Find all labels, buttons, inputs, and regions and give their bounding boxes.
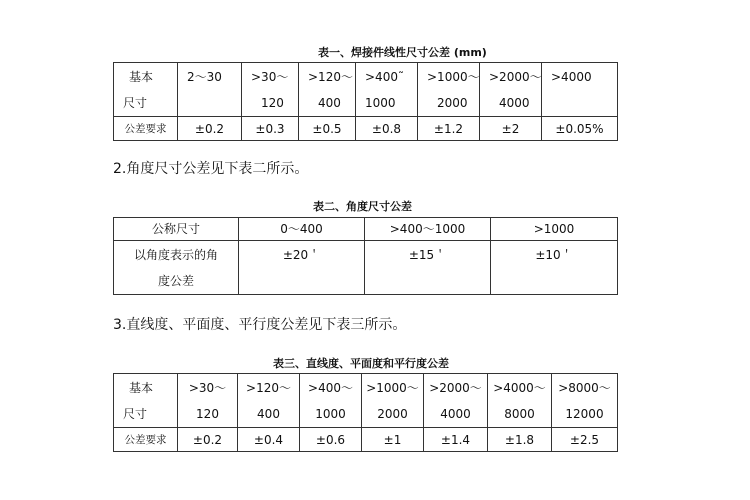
table2-range: 0～400 [239, 218, 365, 241]
table1-range-line2: 400 [318, 96, 341, 110]
table3-tolerance-label: 公差要求 [114, 428, 178, 452]
table2-header-label: 公称尺寸 [114, 218, 239, 241]
table1-range-line2: 120 [261, 96, 284, 110]
table1-caption: 表一、焊接件线性尺寸公差 (mm) [318, 46, 487, 59]
table1-tolerance-value: ±1.2 [418, 117, 480, 141]
table1-range-line2: 1000 [365, 96, 396, 110]
paragraph-angle-tolerance: 2.角度尺寸公差见下表二所示。 [113, 161, 309, 177]
table1-range-cell [356, 63, 418, 117]
table1-range-cell [178, 63, 242, 117]
table3-range-line1: >2000～ [429, 381, 482, 395]
table3-range-cell [362, 374, 424, 428]
table3-straightness-tolerance [113, 373, 618, 452]
table3-range-line2: 400 [257, 407, 280, 421]
table1-range-line1: >4000 [551, 70, 592, 84]
table1-range-line1: >30～ [251, 70, 289, 84]
table3-tolerance-value: ±2.5 [552, 428, 618, 452]
table3-range-cell [238, 374, 300, 428]
table3-range-cell [178, 374, 238, 428]
table2-angle-value: ±10＇ [491, 241, 618, 295]
table3-tolerance-value: ±1.4 [424, 428, 488, 452]
table3-tolerance-value: ±1 [362, 428, 424, 452]
table2-value-label [114, 241, 239, 295]
table1-range-line1: >1000～ [427, 70, 480, 84]
table1-range-cell [480, 63, 542, 117]
table3-header-label-line1: 基本 [129, 381, 154, 395]
table3-tolerance-value: ±0.4 [238, 428, 300, 452]
table3-range-cell [488, 374, 552, 428]
table1-header-label-line2: 尺寸 [123, 96, 148, 110]
table1-tolerance-label: 公差要求 [114, 117, 178, 141]
table1-tolerance-value: ±2 [480, 117, 542, 141]
table2-angle-value: ±15＇ [365, 241, 491, 295]
paragraph-flatness-tolerance: 3.直线度、平面度、平行度公差见下表三所示。 [113, 317, 407, 333]
table3-range-cell [300, 374, 362, 428]
table2-angle-tolerance [113, 217, 618, 295]
table1-tolerance-value: ±0.05% [542, 117, 618, 141]
table3-range-line2: 8000 [504, 407, 535, 421]
table3-range-line1: >400～ [308, 381, 353, 395]
table1-range-line1: 2～30 [187, 70, 222, 84]
table2-range: >400～1000 [365, 218, 491, 241]
table1-tolerance-value: ±0.5 [299, 117, 356, 141]
table1-header-label [114, 63, 178, 117]
table1-tolerance-value: ±0.3 [242, 117, 299, 141]
table1-range-line1: >400˜ [365, 70, 404, 84]
table3-range-line2: 12000 [565, 407, 604, 421]
table2-range: >1000 [491, 218, 618, 241]
table1-linear-tolerance [113, 62, 618, 141]
table3-range-line2: 1000 [315, 407, 346, 421]
table1-header-label-line1: 基本 [129, 70, 154, 84]
table3-range-cell [552, 374, 618, 428]
table1-range-cell [242, 63, 299, 117]
table2-angle-value: ±20＇ [239, 241, 365, 295]
table1-range-cell [418, 63, 480, 117]
table3-caption: 表三、直线度、平面度和平行度公差 [273, 357, 449, 370]
table1-range-line1: >120～ [308, 70, 353, 84]
table3-range-cell [424, 374, 488, 428]
table3-tolerance-value: ±1.8 [488, 428, 552, 452]
table3-range-line2: 2000 [377, 407, 408, 421]
table1-range-line2: 4000 [499, 96, 530, 110]
table3-range-line1: >30～ [188, 381, 227, 395]
table1-range-line2: 2000 [437, 96, 468, 110]
table3-range-line1: >4000～ [493, 381, 546, 395]
table3-range-line1: >120～ [246, 381, 291, 395]
table1-range-cell [542, 63, 618, 117]
table3-tolerance-value: ±0.2 [178, 428, 238, 452]
table1-tolerance-value: ±0.8 [356, 117, 418, 141]
table1-range-line1: >2000～ [489, 70, 542, 84]
table3-range-line2: 4000 [440, 407, 471, 421]
table3-tolerance-value: ±0.6 [300, 428, 362, 452]
table3-range-line1: >1000～ [366, 381, 419, 395]
table1-range-cell [299, 63, 356, 117]
table3-header-label [114, 374, 178, 428]
table3-range-line1: >8000～ [558, 381, 611, 395]
table2-value-label-line1: 以角度表示的角 [133, 248, 218, 262]
table3-range-line2: 120 [196, 407, 219, 421]
table2-value-label-line2: 度公差 [157, 274, 194, 288]
table1-tolerance-value: ±0.2 [178, 117, 242, 141]
table3-header-label-line2: 尺寸 [123, 407, 148, 421]
table2-caption: 表二、角度尺寸公差 [313, 200, 412, 213]
